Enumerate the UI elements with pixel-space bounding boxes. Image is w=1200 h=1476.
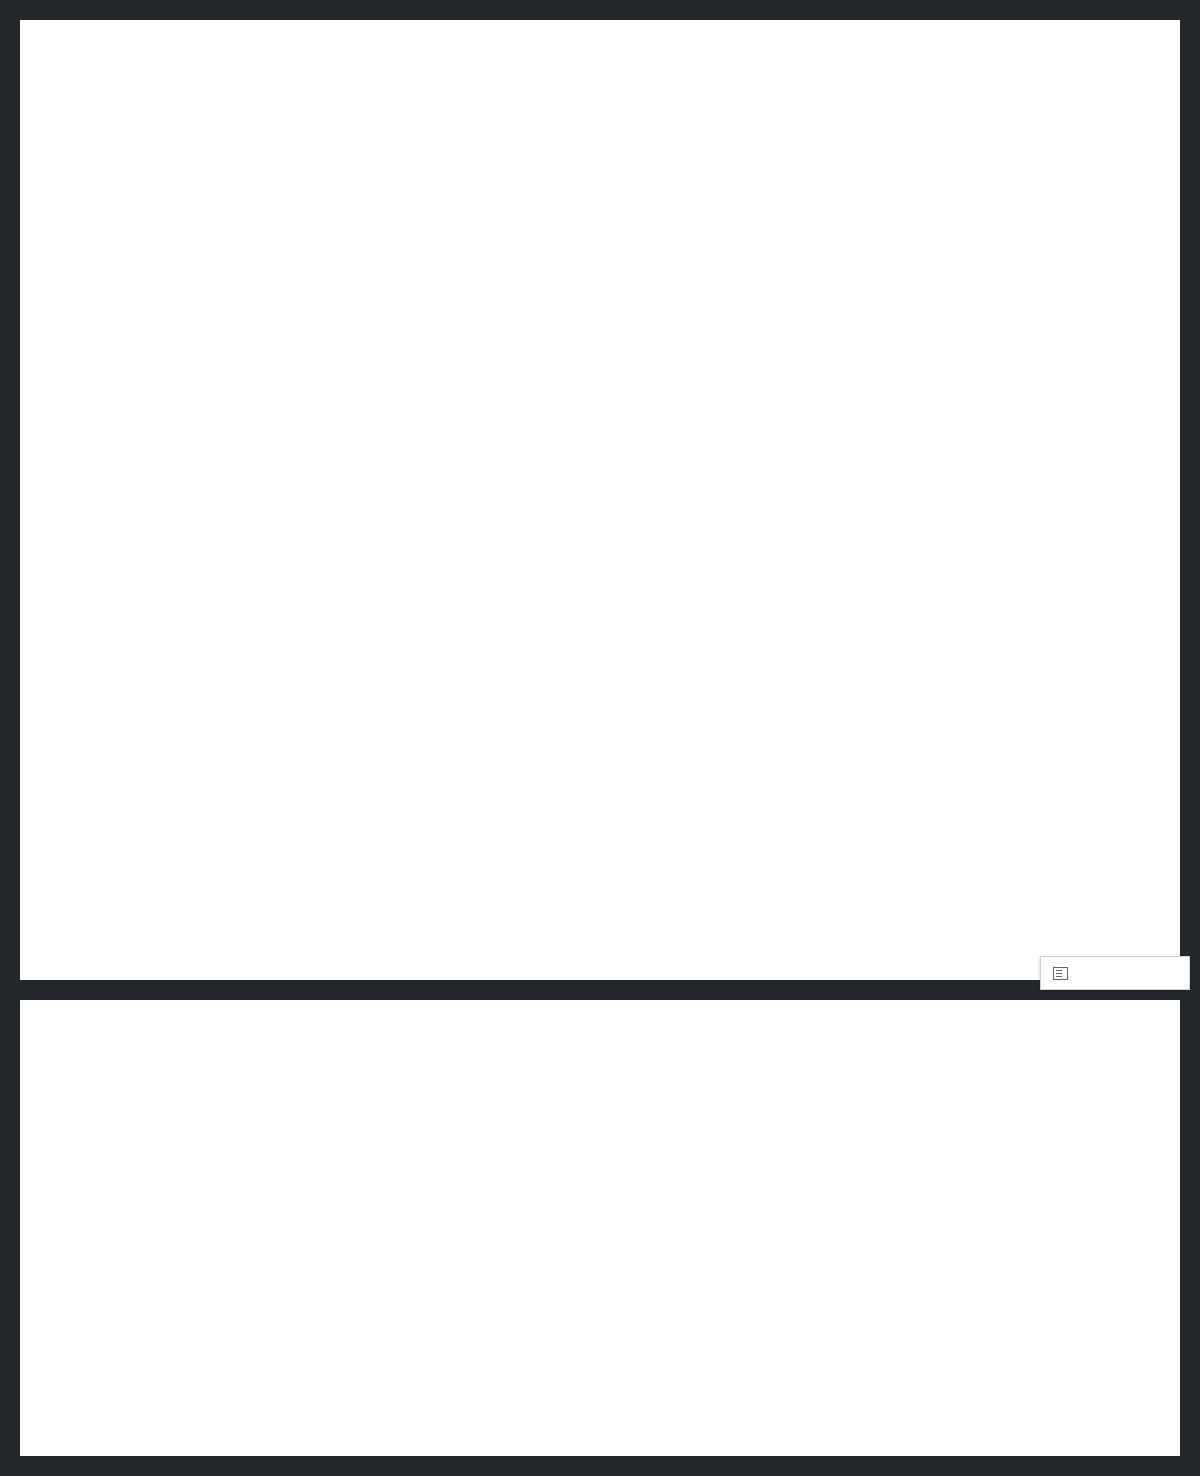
reader-icon[interactable]	[1053, 967, 1068, 980]
content-panel-bottom	[20, 1000, 1180, 1456]
subscribe-bar	[1040, 956, 1190, 990]
content-panel-top	[20, 20, 1180, 980]
